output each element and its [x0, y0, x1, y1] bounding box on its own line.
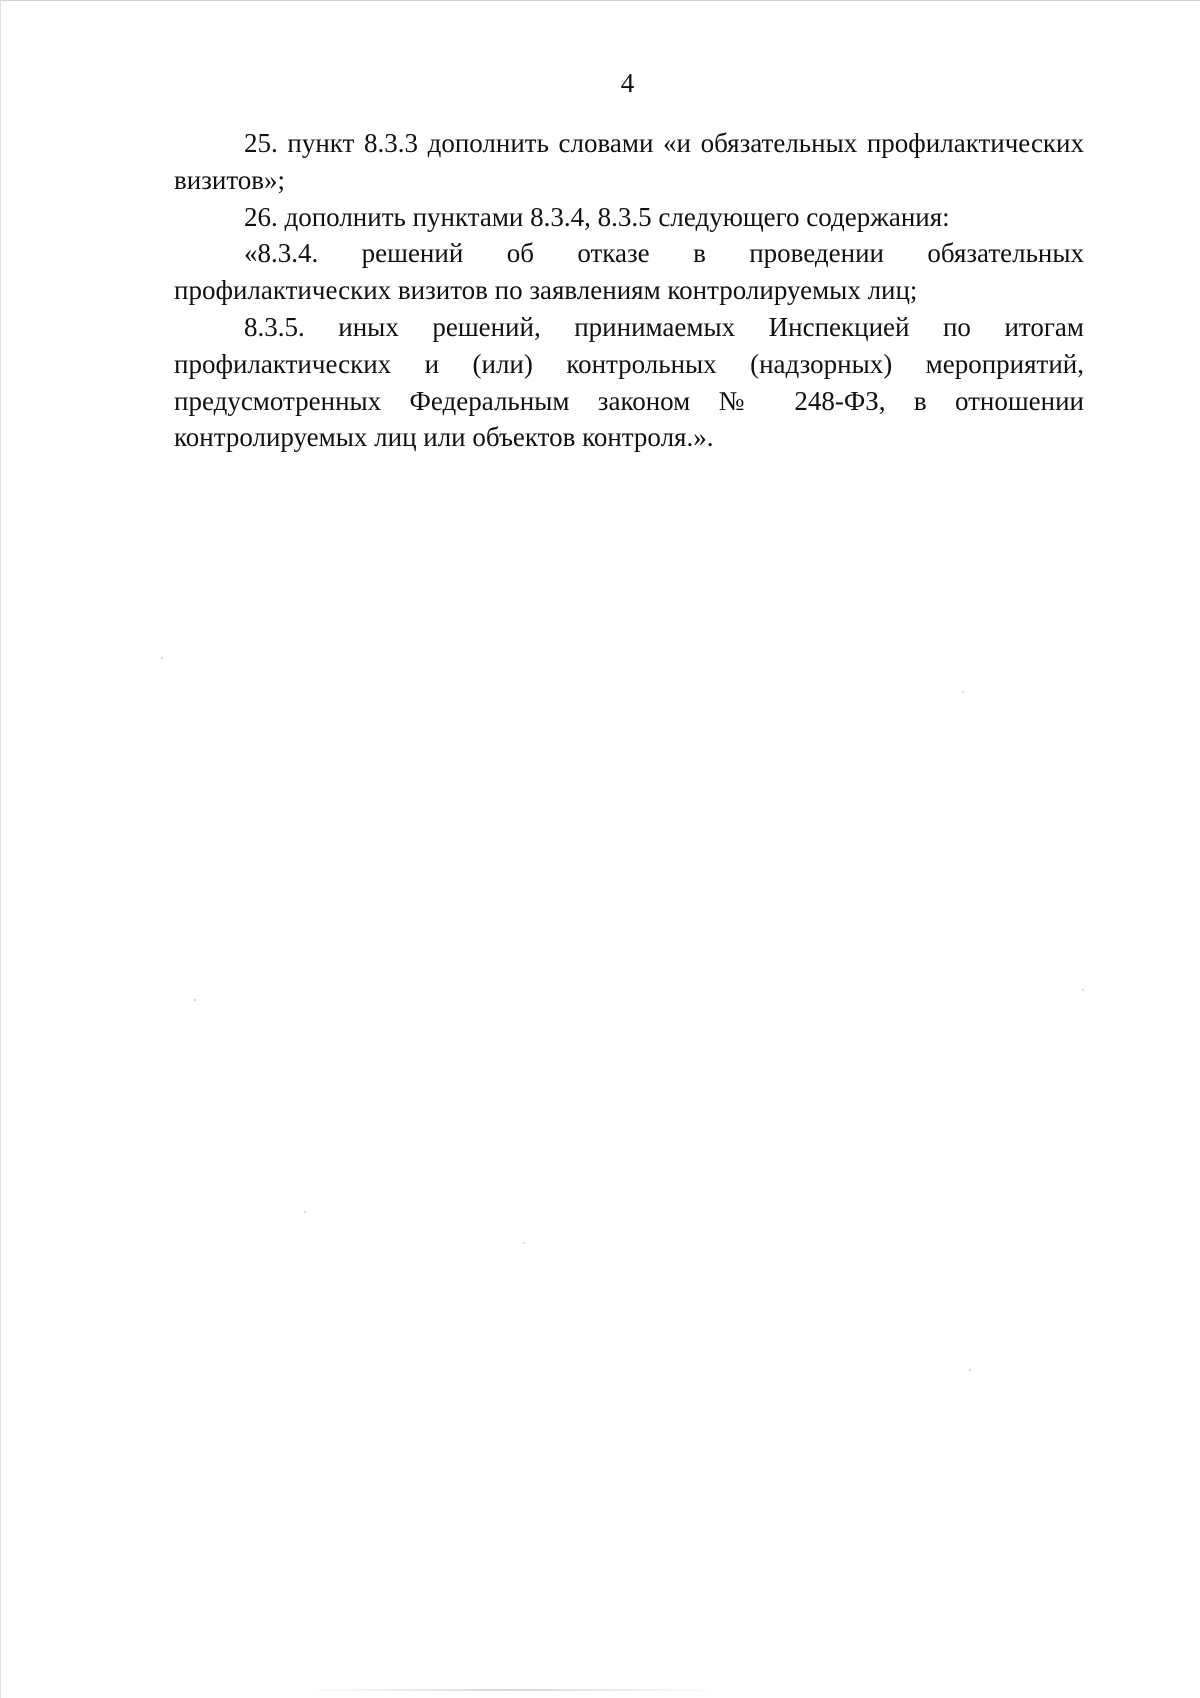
scan-artifact: [523, 1242, 525, 1244]
paragraph-item-26: 26. дополнить пунктами 8.3.4, 8.3.5 следующего содержания:: [244, 201, 950, 232]
paragraph-clause-8-3-5: 8.3.5. иных решений, принимаемых Инспекцией по итогам профилактических и (или) контрольных (надзорных) мероприятий, предусмотренных Федеральным законом № 248-ФЗ, в отношении контролируемых лиц или объектов контроля.».: [174, 311, 1084, 453]
scan-artifact: [969, 1369, 971, 1371]
scan-artifact: [161, 657, 163, 659]
paragraph-item-25: 25. пункт 8.3.3 дополнить словами «и обязательных профилактических визитов»;: [174, 128, 1084, 195]
scan-artifact: [194, 999, 196, 1001]
paragraph-clause-8-3-4: «8.3.4. решений об отказе в проведении обязательных профилактических визитов по заявлениям контролируемых лиц;: [174, 238, 1084, 306]
scan-artifact: [962, 691, 964, 693]
scan-artifact: [1082, 989, 1084, 991]
page-number: 4: [620, 68, 635, 98]
document-body: [174, 125, 1084, 456]
scan-edge-artifact: [301, 1689, 721, 1691]
scan-artifact: [304, 1211, 306, 1213]
